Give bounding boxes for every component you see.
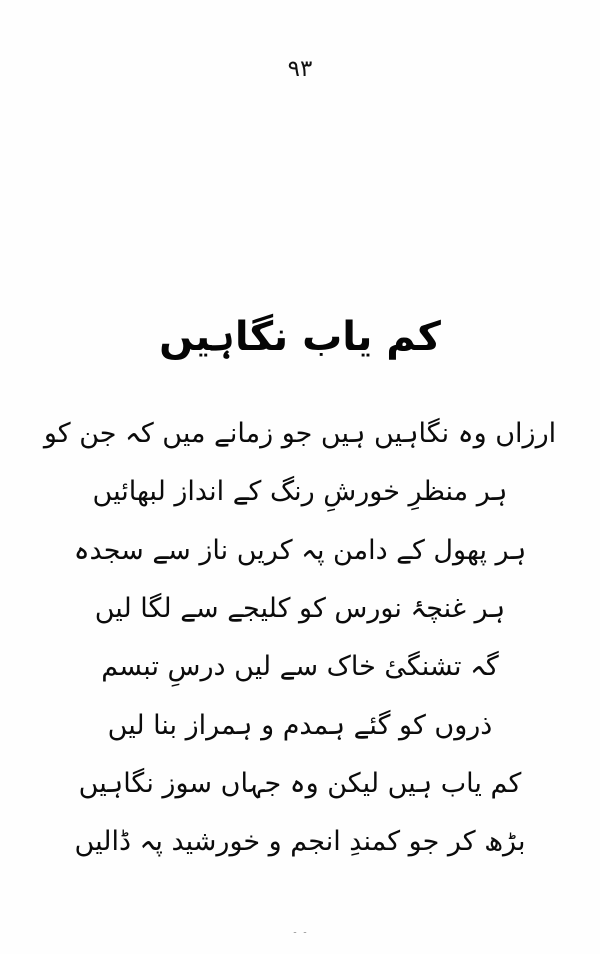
verse-line: ہر پھول کے دامن پہ کریں ناز سے سجدہ [73,534,527,566]
page-number: ۹۳ [287,56,313,82]
page-title: کم یاب نگاہیں [159,314,441,360]
verse-line: ہر منظرِ خورشِ رنگ کے انداز لبھائیں [92,476,508,508]
verse-line: گہ تشنگیٔ خاک سے لیں درسِ تبسم [101,651,499,683]
verse-line: ہر غنچۂ نورس کو کلیجے سے لگا لیں [94,593,506,625]
verse-line: ارزاں وہ نگاہیں ہیں جو زمانے میں کہ جن کو [43,418,557,449]
poem-body [0,420,600,857]
footer-mark: ۔ ۔ [291,923,309,936]
verse-line: ذروں کو گئے ہمدم و ہمراز بنا لیں [107,709,493,741]
verse-line: کم یاب ہیں لیکن وہ جہاں سوز نگاہیں [78,768,522,800]
verse-line: بڑھ کر جو کمندِ انجم و خورشید پہ ڈالیں [74,826,526,858]
